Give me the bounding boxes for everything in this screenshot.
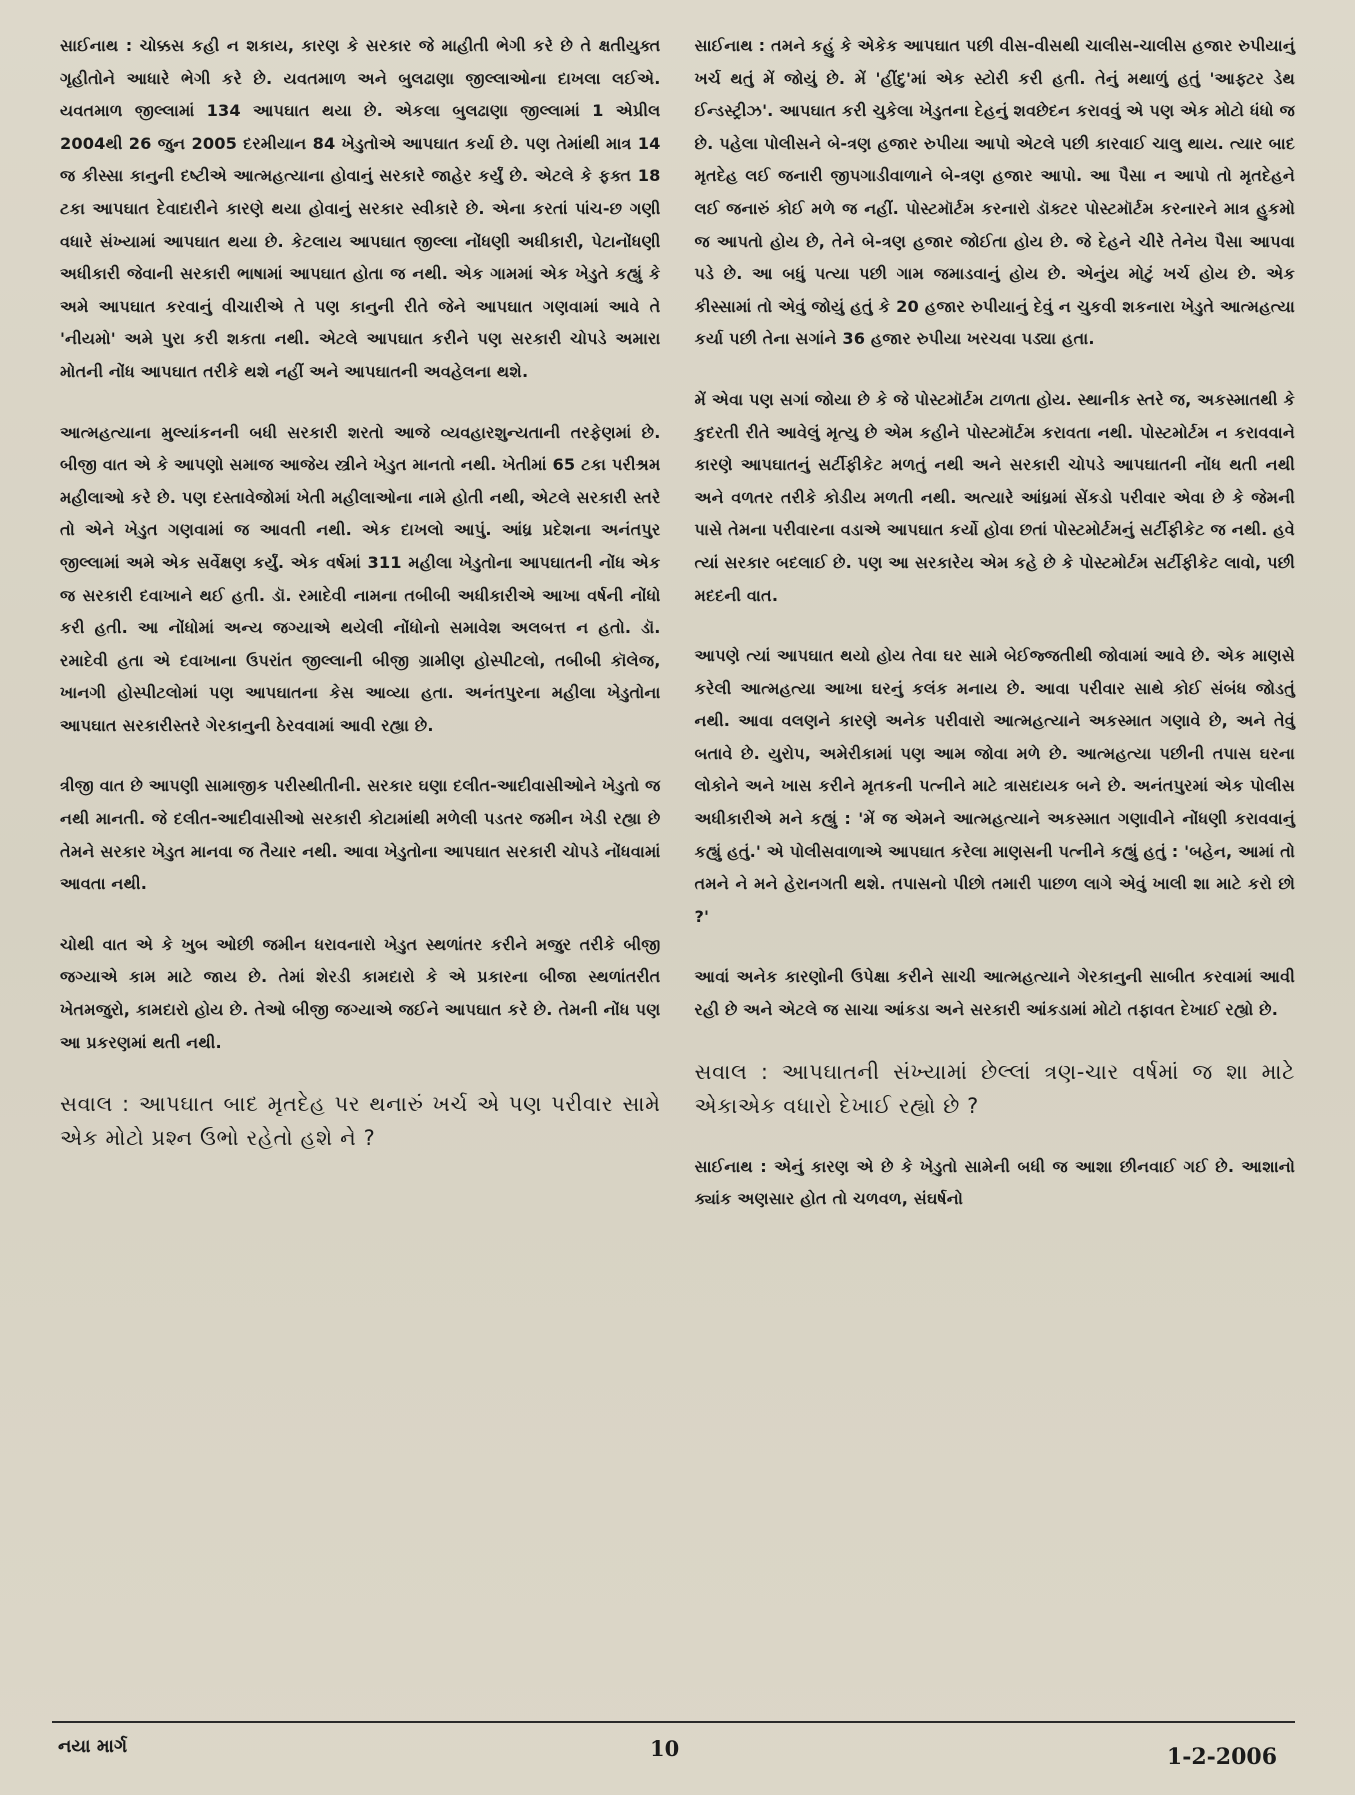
paragraph: સાઈનાથ : ચોક્કસ કહી ન શકાય, કારણ કે સરકાર જે માહીતી ભેગી કરે છે તે ક્ષતીયુક્ત ગૃહીતોને આધારે ભેગી કરે છે. યવતમાળ અને બુલઢાણા જીલ્લાઓના દાખલા લઈએ. યવતમાળ જીલ્લામાં 134 આપઘાત થયા છે. એકલા બુલઢાણા જીલ્લામાં 1 એપ્રીલ 2004થી 26 જુન 2005 દરમીયાન 84 ખેડુતોએ આપઘાત કર્યા છે. પણ તેમાંથી માત્ર 14 જ કીસ્સા કાનુની દષ્ટીએ આત્મહત્યાના હોવાનું સરકારે જાહેર કર્યું છે. એટલે કે ફક્ત 18 ટકા આપઘાત દેવાદારીને કારણે થયા હોવાનું સરકાર સ્વીકારે છે. એના કરતાં પાંચ-છ ગણી વધારે સંખ્યામાં આપઘાત થયા છે. કેટલાય આપઘાત જીલ્લા નોંધણી અધીકારી, પેટાનોંધણી અધીકારી જેવાની સરકારી ભાષામાં આપઘાત હોતા જ નથી. એક ગામમાં એક ખેડુતે કહ્યું કે અમે આપઘાત કરવાનું વીચારીએ તે પણ કાનુની રીતે જેને આપઘાત ગણવામાં આવે તે 'નીયમો' અમે પુરા કરી શકતા નથી. એટલે આપઘાત કરીને પણ સરકારી ચોપડે અમારા મોતની નોંધ આપઘાત તરીકે થશે નહીં અને આપઘાતની અવહેલના થશે. <box>60 36 661 381</box>
right-column <box>695 30 1296 1720</box>
paragraph: આત્મહત્યાના મુલ્યાંકનની બધી સરકારી શરતો આજે વ્યવહારશુન્યતાની તરફેણમાં છે. બીજી વાત એ કે આપણો સમાજ આજેય સ્ત્રીને ખેડુત માનતો નથી. ખેતીમાં 65 ટકા પરીશ્રમ મહીલાઓ કરે છે. પણ દસ્તાવેજોમાં ખેતી મહીલાઓના નામે હોતી નથી, એટલે સરકારી સ્તરે તો એને ખેડુત ગણવામાં જ આવતી નથી. એક દાખલો આપું. આંધ્ર પ્રદેશના અનંતપુર જીલ્લામાં અમે એક સર્વેક્ષણ કર્યું. એક વર્ષમાં 311 મહીલા ખેડુતોના આપઘાતની નોંધ એક જ સરકારી દવાખાને થઈ હતી. ડૉ. રમાદેવી નામના તબીબી અધીકારીએ આખા વર્ષની નોંધો કરી હતી. આ નોંધોમાં અન્ય જગ્યાએ થયેલી નોંધોનો સમાવેશ અલબત્ત ન હતો. ડૉ. રમાદેવી હતા એ દવાખાના ઉપરાંત જીલ્લાની બીજી ગ્રામીણ હોસ્પીટલો, તબીબી કૉલેજ, ખાનગી હોસ્પીટલોમાં પણ આપઘાતના કેસ આવ્યા હતા. અનંતપુરના મહીલા ખેડુતોના આપઘાત સરકારીસ્તરે ગેરકાનુની ઠેરવવામાં આવી રહ્યા છે. <box>60 422 661 735</box>
page-number: 10 <box>650 1736 680 1761</box>
issue-date: 1-2-2006 <box>1166 1744 1277 1770</box>
question-paragraph: સવાલ : આપઘાત બાદ મૃતદેહ પર થનારું ખર્ચ એ પણ પરીવાર સામે એક મોટો પ્રશ્ન ઉભો રહેતો હશે ને ? <box>60 1092 661 1151</box>
paragraph: સાઈનાથ : એનું કારણ એ છે કે ખેડુતો સામેની બધી જ આશા છીનવાઈ ગઈ છે. આશાનો ક્યાંક અણસાર હોત તો ચળવળ, સંઘર્ષનો <box>694 1156 1295 1209</box>
paragraph: ચોથી વાત એ કે ખુબ ઓછી જમીન ધરાવનારો ખેડુત સ્થળાંતર કરીને મજુર તરીકે બીજી જગ્યાએ કામ માટે જાય છે. તેમાં શેરડી કામદારો કે એ પ્રકારના બીજા સ્થળાંતરીત ખેતમજુરો, કામદારો હોય છે. તેઓ બીજી જગ્યાએ જઈને આપઘાત કરે છે. તેમની નોંધ પણ આ પ્રકરણમાં થતી નથી. <box>60 934 661 1052</box>
left-column <box>60 30 661 1720</box>
question-paragraph: સવાલ : આપઘાતની સંખ્યામાં છેલ્લાં ત્રણ-ચાર વર્ષમાં જ શા માટે એકાએક વધારો દેખાઈ રહ્યો છે ? <box>694 1059 1295 1118</box>
paragraph: મેં એવા પણ સગાં જોયા છે કે જે પોસ્ટમૉર્ટમ ટાળતા હોય. સ્થાનીક સ્તરે જ, અકસ્માતથી કે કુદરતી રીતે આવેલું મૃત્યુ છે એમ કહીને પોસ્ટમૉર્ટમ કરાવતા નથી. પોસ્ટમોર્ટમ ન કરાવવાને કારણે આપઘાતનું સર્ટીફીકેટ મળતું નથી અને સરકારી ચોપડે આપઘાતની નોંધ થતી નથી અને વળતર તરીકે કોડીય મળતી નથી. અત્યારે આંધ્રમાં સેંકડો પરીવાર એવા છે કે જેમની પાસે તેમના પરીવારના વડાએ આપઘાત કર્યો હોવા છતાં પોસ્ટમોર્ટમનું સર્ટીફીકેટ જ નથી. હવે ત્યાં સરકાર બદલાઈ છે. પણ આ સરકારેય એમ કહે છે કે પોસ્ટમોર્ટમ સર્ટીફીકેટ લાવો, પછી મદદની વાત. <box>694 389 1295 605</box>
paragraph: ત્રીજી વાત છે આપણી સામાજીક પરીસ્થીતીની. સરકાર ઘણા દલીત-આદીવાસીઓને ખેડુતો જ નથી માનતી. જે દલીત-આદીવાસીઓ સરકારી કોટામાંથી મળેલી પડતર જમીન ખેડી રહ્યા છે તેમને સરકાર ખેડુત માનવા જ તૈયાર નથી. આવા ખેડુતોના આપઘાત સરકારી ચોપડે નોંધવામાં આવતા નથી. <box>60 776 661 894</box>
publication-name: નયા માર્ગ <box>58 1736 128 1757</box>
paragraph: આવાં અનેક કારણોની ઉપેક્ષા કરીને સાચી આત્મહત્યાને ગેરકાનુની સાબીત કરવામાં આવી રહી છે અને એટલે જ સાચા આંકડા અને સરકારી આંકડામાં મોટો તફાવત દેખાઈ રહ્યો છે. <box>694 967 1295 1020</box>
paragraph: સાઈનાથ : તમને કહું કે એકેક આપઘાત પછી વીસ-વીસથી ચાલીસ-ચાલીસ હજાર રુપીયાનું ખર્ચ થતું મેં જોયું છે. મેં 'હીંદુ'માં એક સ્ટોરી કરી હતી. તેનું મથાળું હતું 'આફ્ટર ડેથ ઈન્ડસ્ટ્રીઝ'. આપઘાત કરી ચુકેલા ખેડુતના દેહનું શવછેદન કરાવવું એ પણ એક મોટો ધંધો જ છે. પહેલા પોલીસને બે-ત્રણ હજાર રુપીયા આપો એટલે પછી કારવાઈ ચાલુ થાય. ત્યાર બાદ મૃતદેહ લઈ જનારી જીપગાડીવાળાને બે-ત્રણ હજાર આપો. આ પૈસા ન આપો તો મૃતદેહને લઈ જનારું કોઈ મળે જ નહીં. પોસ્ટમૉર્ટમ કરનારો ડૉક્ટર પોસ્ટમૉર્ટમ કરનારને માત્ર હુકમો જ આપતો હોય છે, તેને બે-ત્રણ હજાર જોઈતા હોય છે. જે દેહને ચીરે તેનેય પૈસા આપવા પડે છે. આ બધું પત્યા પછી ગામ જમાડવાનું હોય છે. એનુંય મોટું ખર્ચ હોય છે. એક કીસ્સામાં તો એવું જોયું હતું કે 20 હજાર રુપીયાનું દેવું ન ચુકવી શકનારા ખેડુતે આત્મહત્યા કર્યા પછી તેના સગાંને 36 હજાર રુપીયા ખરચવા પડ્યા હતા. <box>694 36 1295 349</box>
page-footer <box>58 1736 1277 1776</box>
footer-rule <box>52 1721 1295 1723</box>
paragraph: આપણે ત્યાં આપઘાત થયો હોય તેવા ઘર સામે બેઈજ્જતીથી જોવામાં આવે છે. એક માણસે કરેલી આત્મહત્યા આખા ઘરનું કલંક મનાય છે. આવા પરીવાર સાથે કોઈ સંબંધ જોડતું નથી. આવા વલણને કારણે અનેક પરીવારો આત્મહત્યાને અકસ્માત ગણાવે છે, અને તેવું બતાવે છે. યુરોપ, અમેરીકામાં પણ આમ જોવા મળે છે. આત્મહત્યા પછીની તપાસ ઘરના લોકોને અને ખાસ કરીને મૃતકની પત્નીને માટે ત્રાસદાયક બને છે. અનંતપુરમાં એક પોલીસ અધીકારીએ મને કહ્યું : 'મેં જ એમને આત્મહત્યાને અકસ્માત ગણાવીને નોંધણી કરાવવાનું કહ્યું હતું.' એ પોલીસવાળાએ આપઘાત કરેલા માણસની પત્નીને કહ્યું હતું : 'બહેન, આમાં તો તમને ને મને હેરાનગતી થશે. તપાસનો પીછો તમારી પાછળ લાગે એવું ખાલી શા માટે કરો છો ?' <box>694 646 1295 926</box>
article-body <box>60 30 1295 1720</box>
